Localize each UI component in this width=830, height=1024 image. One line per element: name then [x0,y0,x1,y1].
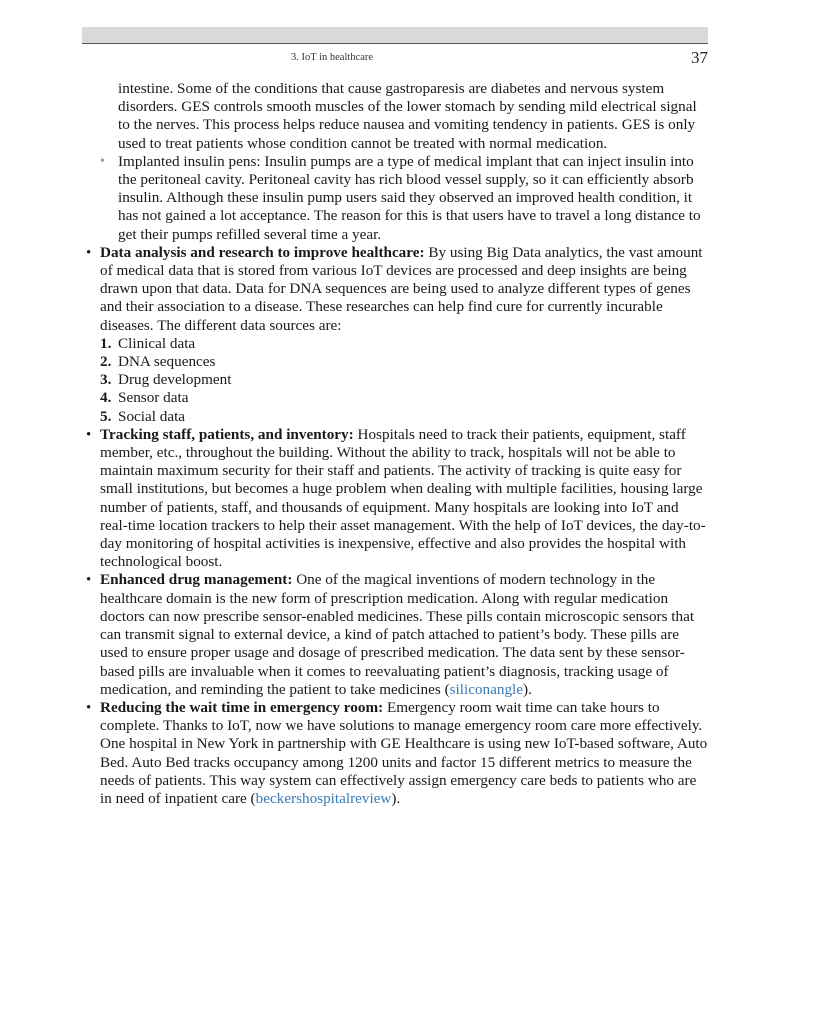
list-item: 2. DNA sequences [100,353,216,371]
bullet-emergency-room: • Reducing the wait time in emergency room: Emergency room wait time can take hours to complete. Thanks to IoT, now we have solutions to manage emergency room care more effectively. One hospital in New York in partnership with GE Healthcare is using new IoT-based software, Auto Bed. Auto Bed tracks occupancy among 1200 units and factor 15 different metrics to measure the needs of patients. This way system can effectively assign emergency care beds to patients who are in need of inpatient care (beckershospitalreview). [86,698,708,807]
running-head: 3. IoT in healthcare [290,52,374,63]
bullet-text: By using Big Data analytics, the vast amount of medical data that is stored from various IoT devices are processed and deep insights are being drawn upon that data. Data for DNA sequences are being used to analyze different types of genes and their association to a disease. These researches can help find cure for currently incurable diseases. The different data sources are: [100,243,703,334]
sub-bullet-text: Implanted insulin pens: Insulin pumps are a type of medical implant that can inject insulin into the peritoneal cavity. Peritoneal cavity has rich blood vessel supply, so it can efficiently absorb insulin. Although these insulin pump users said they observed an improved health condition, it has not gained a lot acceptance. The reason for this is that users have to travel a long distance to get their pumps refilled several time a year. [118,152,701,243]
page-body [86,80,710,808]
list-item: 4. Sensor data [100,389,189,407]
bullet-dot-icon: • [86,426,92,443]
sub-bullet-dot-icon: • [100,153,105,169]
header-bar [82,27,708,43]
data-sources-list [100,335,710,426]
list-item: 5. Social data [100,407,186,425]
bullet-dot-icon: • [86,244,92,261]
bullet-dot-icon: • [86,699,92,716]
bullet-heading: Enhanced drug management: [100,571,293,589]
bullet-dot-icon: • [86,572,92,589]
bullet-data-analysis [86,244,710,426]
page-number: 37 [691,48,708,67]
continued-paragraph: intestine. Some of the conditions that cause gastroparesis are diabetes and nervous system disorders. GES controls smooth muscles of the lower stomach by sending mild electrical signal to the nerves. This process helps reduce nausea and vomiting tendency in patients. GES is only used to treat patients whose condition cannot be treated with normal medication. [118,80,697,152]
bullet-drug-management: • Enhanced drug management: One of the magical inventions of modern technology in the healthcare domain is the new form of prescription medication. Along with regular medication doctors can now prescribe sensor-enabled medicines. These pills contain microscopic sensors that can transmit signal to external device, a kind of patch attached to patient’s body. These pills are used to ensure proper usage and dosage of prescribed medication. The data sent by these sensor-based pills are invaluable when it comes to reevaluating patient’s diagnosis, tracking usage of medication, and reminding the patient to take medicines (siliconangle). [86,571,695,698]
bullet-text: Hospitals need to track their patients, equipment, staff member, etc., throughout the building. Without the ability to track, hospitals will not be able to maintain maximum security for their staff and patients. The activity of tracking is quite easy for small institutions, but becomes a huge problem when dealing with multiple facilities, housing large number of patients, staff, and thousands of equipment. Many hospitals are looking into IoT and real-time location trackers to help their asset management. With the help of IoT devices, the day-to-day monitoring of hospital activities is inexpensive, effective and also provides the hospital with technological boost. [100,425,706,571]
bullet-heading: Reducing the wait time in emergency room: [100,698,384,716]
bullet-text: One of the magical inventions of modern technology in the healthcare domain is the new form of prescription medication. Along with regular medication doctors can now prescribe sensor-enabled medicines. These pills contain microscopic sensors that can transmit signal to external device, a kind of patch attached to patient’s body. These pills are used to ensure proper usage and dosage of prescribed medication. The data sent by these sensor-based pills are invaluable when it comes to reevaluating patient’s diagnosis, tracking usage of medication, and reminding the patient to take medicines ( [100,571,695,698]
header-rule [82,43,708,44]
bullet-tracking [86,426,710,572]
sub-bullet-item [100,153,710,244]
beckershospitalreview-link[interactable]: beckershospitalreview [255,789,392,807]
siliconangle-link[interactable]: siliconangle [449,680,524,698]
bullet-text: Emergency room wait time can take hours to complete. Thanks to IoT, now we have solutions to manage emergency room care more effectively. One hospital in New York in partnership with GE Healthcare is using new IoT-based software, Auto Bed. Auto Bed tracks occupancy among 1200 units and factor 15 different metrics to measure the needs of patients. This way system can effectively assign emergency care beds to patients who are in need of inpatient care ( [100,698,708,807]
list-item: 3. Drug development [100,371,232,389]
bullet-heading: Tracking staff, patients, and inventory: [100,425,354,443]
list-item: 1. Clinical data [100,334,196,352]
bullet-heading: Data analysis and research to improve healthcare: [100,243,425,261]
